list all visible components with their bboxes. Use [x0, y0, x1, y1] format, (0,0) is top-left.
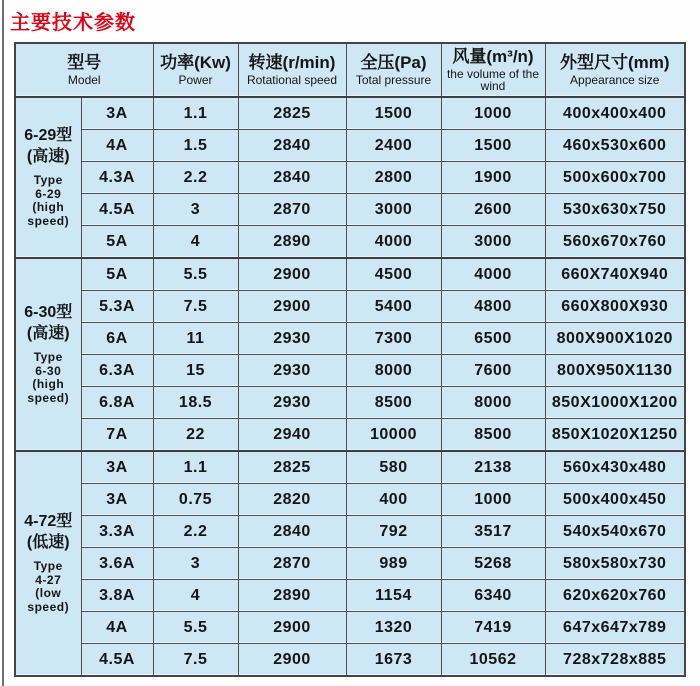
cell-size: 560x430x480 — [545, 451, 685, 484]
page-title: 主要技术参数 — [10, 12, 136, 34]
cell-speed: 2890 — [238, 580, 346, 612]
cell-volume: 3000 — [441, 226, 545, 259]
model-group-name-zh: 6-29型 — [24, 127, 73, 145]
header-speed-en: Rotational speed — [246, 72, 338, 87]
header-size-en: Appearance size — [570, 72, 660, 87]
cell-size: 660X800X930 — [545, 291, 685, 323]
cell-power: 5.5 — [153, 258, 238, 291]
header-volume — [441, 43, 545, 97]
cell-size: 647x647x789 — [545, 612, 685, 644]
cell-volume: 2138 — [441, 451, 545, 484]
table-row — [15, 516, 685, 548]
table-row — [15, 97, 685, 130]
cell-volume: 1500 — [441, 130, 545, 162]
table-row — [15, 226, 685, 259]
cell-pressure: 2800 — [346, 162, 441, 194]
cell-submodel: 6.8A — [81, 387, 153, 419]
cell-speed: 2825 — [238, 451, 346, 484]
header-speed-zh: 转速(r/min) — [248, 53, 336, 73]
model-group-name-zh: 6-30型 — [24, 304, 73, 322]
cell-volume: 7419 — [441, 612, 545, 644]
header-model — [15, 43, 153, 97]
technical-parameters-table — [14, 42, 686, 677]
cell-submodel: 3A — [81, 484, 153, 516]
cell-volume: 1900 — [441, 162, 545, 194]
cell-power: 2.2 — [153, 162, 238, 194]
cell-volume: 1000 — [441, 97, 545, 130]
cell-submodel: 3.8A — [81, 580, 153, 612]
cell-speed: 2840 — [238, 516, 346, 548]
cell-volume: 5268 — [441, 548, 545, 580]
cell-size: 500x600x700 — [545, 162, 685, 194]
cell-speed: 2820 — [238, 484, 346, 516]
table-row — [15, 162, 685, 194]
header-power — [153, 43, 238, 97]
cell-power: 1.1 — [153, 97, 238, 130]
header-pressure-en: Total pressure — [355, 72, 432, 87]
table-row — [15, 387, 685, 419]
cell-submodel: 3A — [81, 97, 153, 130]
model-group-name-en: Type 6-29 (high speed) — [27, 172, 70, 229]
cell-power: 3 — [153, 194, 238, 226]
header-size-zh: 外型尺寸(mm) — [559, 53, 670, 73]
table-row — [15, 548, 685, 580]
model-group-speed-zh: (高速) — [26, 147, 70, 165]
cell-pressure: 8500 — [346, 387, 441, 419]
page-edge-line — [2, 0, 4, 686]
cell-volume: 10562 — [441, 644, 545, 677]
cell-submodel: 4.5A — [81, 644, 153, 677]
table-row — [15, 194, 685, 226]
cell-size: 850X1000X1200 — [545, 387, 685, 419]
cell-power: 2.2 — [153, 516, 238, 548]
cell-submodel: 5A — [81, 226, 153, 259]
table-body — [15, 97, 685, 676]
model-group-speed-zh: (低速) — [26, 533, 70, 551]
cell-speed: 2940 — [238, 419, 346, 452]
header-pressure — [346, 43, 441, 97]
model-group-name-en: Type 6-30 (high speed) — [27, 349, 70, 406]
cell-pressure: 5400 — [346, 291, 441, 323]
header-power-en: Power — [178, 72, 213, 87]
cell-pressure: 989 — [346, 548, 441, 580]
cell-power: 3 — [153, 548, 238, 580]
cell-submodel: 7A — [81, 419, 153, 452]
table-row — [15, 451, 685, 484]
table-row — [15, 580, 685, 612]
cell-speed: 2900 — [238, 291, 346, 323]
header-model-en: Model — [67, 72, 101, 87]
table-row — [15, 323, 685, 355]
header-speed — [238, 43, 346, 97]
cell-power: 1.5 — [153, 130, 238, 162]
cell-pressure: 792 — [346, 516, 441, 548]
table-header — [15, 43, 685, 97]
cell-size: 400x400x400 — [545, 97, 685, 130]
cell-volume: 1000 — [441, 484, 545, 516]
cell-speed: 2930 — [238, 387, 346, 419]
header-row — [15, 43, 685, 97]
cell-volume: 6340 — [441, 580, 545, 612]
cell-pressure: 3000 — [346, 194, 441, 226]
cell-submodel: 3A — [81, 451, 153, 484]
cell-power: 11 — [153, 323, 238, 355]
cell-power: 1.1 — [153, 451, 238, 484]
model-group-cell — [15, 97, 81, 258]
cell-volume: 4000 — [441, 258, 545, 291]
cell-volume: 4800 — [441, 291, 545, 323]
cell-pressure: 1154 — [346, 580, 441, 612]
cell-submodel: 4A — [81, 130, 153, 162]
cell-pressure: 1673 — [346, 644, 441, 677]
cell-submodel: 6A — [81, 323, 153, 355]
model-group-name-en: Type 4-27 (low speed) — [27, 558, 70, 615]
model-group-cell — [15, 258, 81, 451]
cell-pressure: 7300 — [346, 323, 441, 355]
cell-size: 500x400x450 — [545, 484, 685, 516]
cell-pressure: 8000 — [346, 355, 441, 387]
cell-speed: 2900 — [238, 612, 346, 644]
cell-submodel: 5.3A — [81, 291, 153, 323]
cell-size: 660X740X940 — [545, 258, 685, 291]
header-pressure-zh: 全压(Pa) — [360, 53, 427, 73]
cell-speed: 2930 — [238, 323, 346, 355]
cell-volume: 2600 — [441, 194, 545, 226]
header-volume-en: the volume of the wind — [446, 66, 540, 94]
cell-size: 580x580x730 — [545, 548, 685, 580]
cell-power: 15 — [153, 355, 238, 387]
cell-submodel: 4.5A — [81, 194, 153, 226]
cell-size: 800X950X1130 — [545, 355, 685, 387]
cell-size: 620x620x760 — [545, 580, 685, 612]
cell-pressure: 4500 — [346, 258, 441, 291]
cell-size: 850X1020X1250 — [545, 419, 685, 452]
cell-speed: 2900 — [238, 644, 346, 677]
cell-submodel: 5A — [81, 258, 153, 291]
cell-volume: 7600 — [441, 355, 545, 387]
cell-pressure: 2400 — [346, 130, 441, 162]
cell-power: 22 — [153, 419, 238, 452]
cell-volume: 6500 — [441, 323, 545, 355]
cell-power: 4 — [153, 580, 238, 612]
cell-speed: 2840 — [238, 162, 346, 194]
table-row — [15, 355, 685, 387]
cell-submodel: 4A — [81, 612, 153, 644]
cell-pressure: 1320 — [346, 612, 441, 644]
cell-size: 530x630x750 — [545, 194, 685, 226]
cell-submodel: 3.3A — [81, 516, 153, 548]
cell-size: 560x670x760 — [545, 226, 685, 259]
table-row — [15, 291, 685, 323]
table-row — [15, 419, 685, 452]
cell-power: 18.5 — [153, 387, 238, 419]
cell-speed: 2870 — [238, 548, 346, 580]
cell-power: 7.5 — [153, 644, 238, 677]
cell-speed: 2870 — [238, 194, 346, 226]
cell-submodel: 3.6A — [81, 548, 153, 580]
model-group-cell — [15, 451, 81, 676]
cell-pressure: 4000 — [346, 226, 441, 259]
cell-submodel: 6.3A — [81, 355, 153, 387]
table-row — [15, 612, 685, 644]
cell-size: 460x530x600 — [545, 130, 685, 162]
cell-pressure: 400 — [346, 484, 441, 516]
cell-size: 800X900X1020 — [545, 323, 685, 355]
model-group-name-zh: 4-72型 — [24, 513, 73, 531]
model-group-speed-zh: (高速) — [26, 324, 70, 342]
cell-speed: 2900 — [238, 258, 346, 291]
cell-size: 540x540x670 — [545, 516, 685, 548]
cell-power: 7.5 — [153, 291, 238, 323]
cell-volume: 3517 — [441, 516, 545, 548]
table-row — [15, 130, 685, 162]
cell-pressure: 580 — [346, 451, 441, 484]
cell-power: 4 — [153, 226, 238, 259]
table-row — [15, 484, 685, 516]
cell-power: 0.75 — [153, 484, 238, 516]
cell-speed: 2930 — [238, 355, 346, 387]
header-model-zh: 型号 — [67, 53, 102, 73]
cell-submodel: 4.3A — [81, 162, 153, 194]
table-row — [15, 644, 685, 677]
cell-size: 728x728x885 — [545, 644, 685, 677]
cell-volume: 8500 — [441, 419, 545, 452]
cell-pressure: 10000 — [346, 419, 441, 452]
cell-speed: 2840 — [238, 130, 346, 162]
cell-power: 5.5 — [153, 612, 238, 644]
header-size — [545, 43, 685, 97]
header-volume-zh: 风量(m³/n) — [452, 47, 534, 67]
cell-speed: 2825 — [238, 97, 346, 130]
cell-volume: 8000 — [441, 387, 545, 419]
cell-pressure: 1500 — [346, 97, 441, 130]
header-power-zh: 功率(Kw) — [160, 53, 231, 73]
table-row — [15, 258, 685, 291]
cell-speed: 2890 — [238, 226, 346, 259]
